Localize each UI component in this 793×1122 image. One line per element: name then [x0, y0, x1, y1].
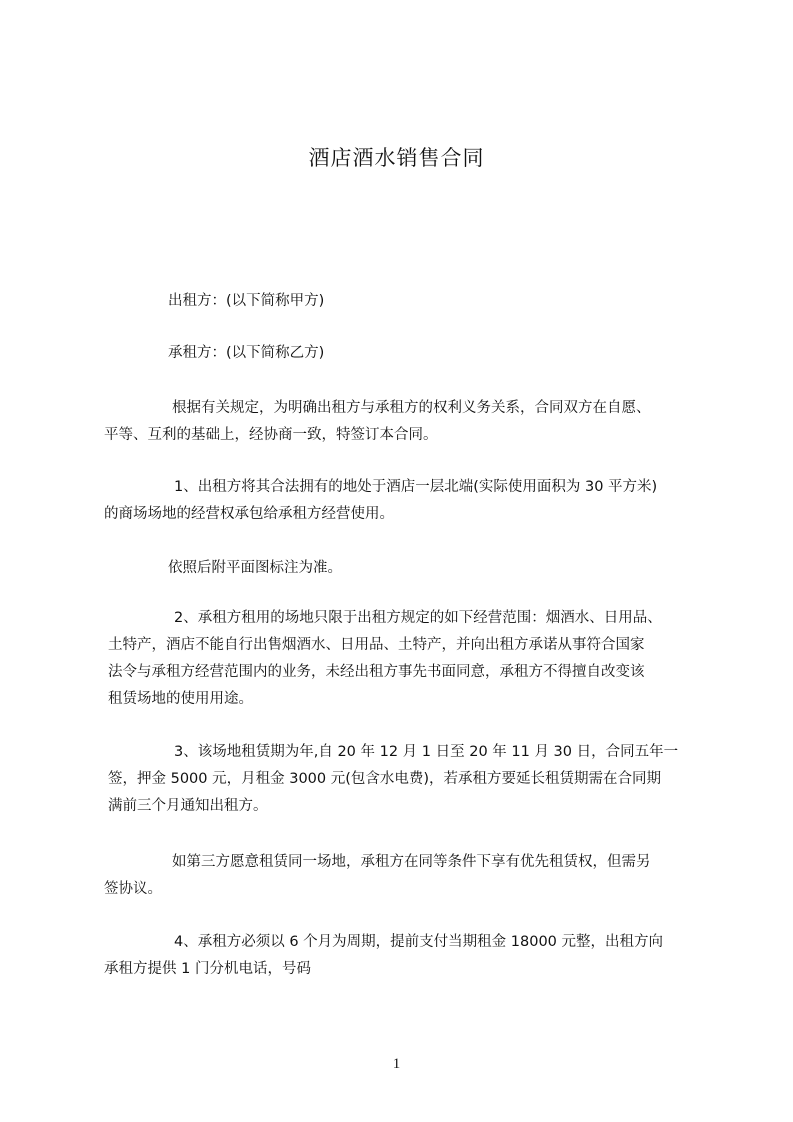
clause-1-paragraph	[104, 474, 700, 528]
clause-2-line-3: 法令与承租方经营范围内的业务，未经出租方事先书面同意，承租方不得擅自改变该	[108, 664, 645, 680]
clause-3-note-line-2: 签协议。	[104, 881, 162, 897]
clause-2-paragraph	[104, 605, 700, 713]
clause-1-line-2: 的商场场地的经营权承包给承租方经营使用。	[104, 506, 394, 522]
clause-2-line-2: 土特产，酒店不能自行出售烟酒水、日用品、土特产，并向出租方承诺从事符合国家	[108, 637, 645, 653]
clause-3-line-2: 签，押金 5000 元，月租金 3000 元(包含水电费)，若承租方要延长租赁期需在合同期	[108, 771, 662, 787]
clause-3-note-line-1: 如第三方愿意租赁同一场地，承租方在同等条件下享有优先租赁权，但需另	[172, 854, 651, 870]
clause-4-line-1: 4、承租方必须以 6 个月为周期，提前支付当期租金 18000 元整，出租方向	[174, 934, 664, 950]
clause-4-paragraph	[104, 929, 700, 983]
preamble-line-2: 平等、互利的基础上，经协商一致，特签订本合同。	[104, 427, 438, 443]
clause-1-line-1: 1、出租方将其合法拥有的地处于酒店一层北端(实际使用面积为 30 平方米)	[174, 479, 658, 495]
page-number: 1	[392, 1056, 401, 1072]
clause-3-paragraph	[104, 739, 700, 820]
preamble-line-1: 根据有关规定，为明确出租方与承租方的权利义务关系，合同双方在自愿、	[172, 400, 651, 416]
clause-4-line-2: 承租方提供 1 门分机电话，号码	[104, 961, 311, 977]
clause-2-line-4: 租赁场地的使用用途。	[108, 691, 253, 707]
clause-2-line-1: 2、承租方租用的场地只限于出租方规定的如下经营范围：烟酒水、日用品、	[174, 610, 662, 626]
lessor-line: 出租方：(以下简称甲方)	[168, 293, 325, 309]
clause-3-line-1: 3、该场地租赁期为年,自 20 年 12 月 1 日至 20 年 11 月 30 日，合同五年一	[174, 744, 679, 760]
clause-3-note-paragraph	[104, 849, 700, 903]
lessee-line: 承租方：(以下简称乙方)	[168, 345, 325, 361]
preamble-paragraph	[104, 395, 700, 449]
clause-3-line-3: 满前三个月通知出租方。	[108, 798, 268, 814]
clause-1-note: 依照后附平面图标注为准。	[168, 560, 342, 576]
document-title: 酒店酒水销售合同	[308, 146, 485, 170]
